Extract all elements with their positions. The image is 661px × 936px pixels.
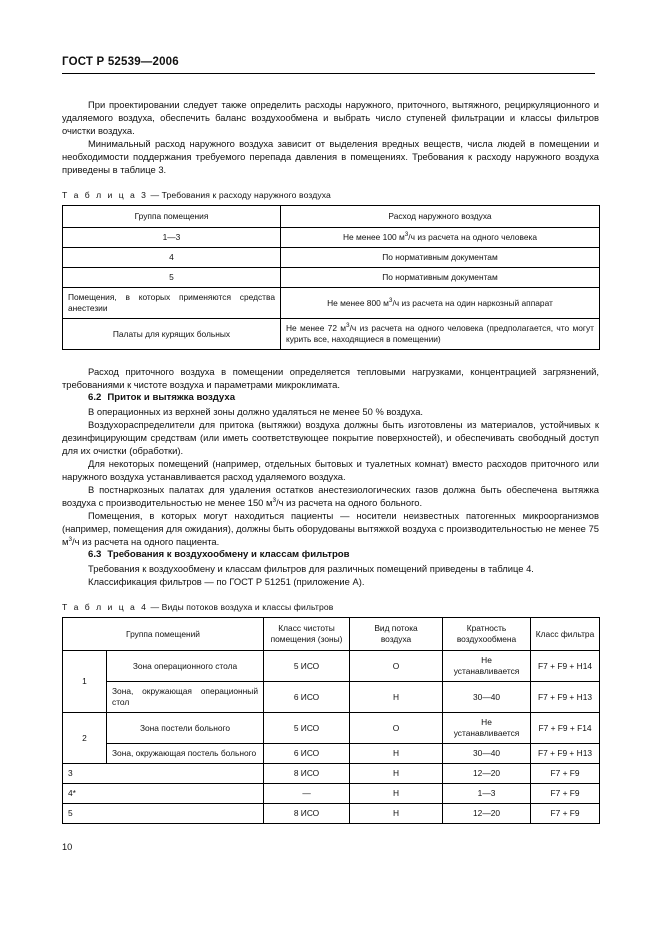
table-row (63, 228, 600, 248)
table3-cell-flow (281, 288, 600, 319)
section-6-2-title: Приток и вытяжка воздуха (107, 392, 236, 403)
paragraph-5: Воздухораспределители для притока (вытяжки) воздуха должны быть изготовлены из материалов, устойчивых к дезинфицирующим средствам (или иметь соответствующее покрытие поверхностей), и обеспечивать свободный доступ для их очистки (обработки). (62, 419, 599, 456)
flow-text-b: /ч из расчета на одного человека (предполагается, что могут курить все, находящиеся в помещении) (286, 323, 594, 344)
cleanliness-line-1: Класс чистоты (278, 623, 335, 633)
rate-line-2: устанавливается (453, 728, 520, 738)
flow-text-a: Не менее 72 м (286, 323, 347, 333)
table-row (63, 248, 600, 268)
section-6-3-number: 6.3 (88, 549, 102, 560)
table4-cell-zone: Зона, окружающая постель больного (107, 744, 264, 764)
section-heading-6-3 (62, 548, 599, 562)
rate-line-1: Кратность (466, 623, 507, 633)
table-3 (62, 205, 600, 350)
flow-exponent: 3 (388, 296, 393, 304)
section-6-3-title: Требования к воздухообмену и классам фильтров (107, 549, 350, 560)
table3-cell-group: Помещения, в которых применяются средства анестезии (63, 288, 281, 319)
table3-cell-group: 4 (63, 248, 281, 268)
table-row (63, 288, 600, 319)
table4-cell-cleanliness: 5 ИСО (264, 651, 350, 682)
table4-cell-cleanliness: — (264, 784, 350, 804)
table4-label: Т а б л и ц а 4 (62, 602, 148, 612)
flow-text-b: /ч из расчета на одного человека (408, 232, 538, 242)
section-heading-6-2 (62, 391, 599, 405)
table4-cell-filter: F7 + F9 + F14 (531, 713, 600, 744)
table4-cell-group-no: 1 (63, 651, 107, 713)
table4-cell-filter: F7 + F9 + H14 (531, 651, 600, 682)
flow-line-1: Вид потока (374, 623, 418, 633)
table-row (63, 319, 600, 350)
table4-cell-rate: 30—40 (443, 682, 531, 713)
table4-cell-flow-type: Н (350, 804, 443, 824)
table3-cell-group: Палаты для курящих больных (63, 319, 281, 350)
table4-cell-flow-type: Н (350, 764, 443, 784)
table-row (63, 784, 600, 804)
table4-cell-group-no: 2 (63, 713, 107, 764)
table3-cell-group: 5 (63, 268, 281, 288)
table4-col-cleanliness (264, 618, 350, 651)
table3-body (63, 228, 600, 350)
table3-caption-text: Требования к расходу наружного воздуха (161, 190, 331, 200)
table4-body (63, 651, 600, 824)
table4-cell-filter: F7 + F9 (531, 784, 600, 804)
paragraph-7-exponent: 3 (272, 496, 277, 504)
table4-cell-flow-type: О (350, 713, 443, 744)
table3-col-flow: Расход наружного воздуха (281, 206, 600, 228)
table3-caption (62, 190, 599, 200)
flow-text-a: По нормативным документам (382, 272, 498, 282)
page-content (62, 56, 599, 824)
table4-cell-flow-type: О (350, 651, 443, 682)
spacer (62, 350, 599, 365)
table-row (63, 682, 600, 713)
paragraph-3: Расход приточного воздуха в помещении определяется тепловыми нагрузками, концентрацией загрязнений, требованиями к чистоте воздуха и параметрами микроклимата. (62, 366, 599, 390)
rate-line-1: Не (481, 655, 492, 665)
paragraph-7-text-a: В постнаркозных палатах для удаления остатков анестезиологических газов должна быть обеспечена вытяжка воздуха с производительностью не менее 150 м (62, 484, 599, 508)
paragraph-8-exponent: 3 (68, 535, 73, 543)
table4-cell-rate: 12—20 (443, 804, 531, 824)
table4-cell-filter: F7 + F9 (531, 804, 600, 824)
table4-cell-cleanliness: 8 ИСО (264, 764, 350, 784)
table4-cell-zone: Зона операционного стола (107, 651, 264, 682)
rate-line-1: Не (481, 717, 492, 727)
paragraph-8-text-a: Помещения, в которых могут находиться пациенты — носители неизвестных патогенных микроорганизмов (например, помещения для ожидания), должны быть оборудованы вытяжкой воздуха с производительностью не менее 75 м (62, 510, 599, 547)
table-row (63, 268, 600, 288)
paragraph-6: Для некоторых помещений (например, отдельных бытовых и туалетных комнат) вместо расходов приточного или наружного воздуха устанавливается расход удаляемого воздуха. (62, 458, 599, 482)
table4-cell-flow-type: Н (350, 744, 443, 764)
table4-cell-rate (443, 713, 531, 744)
table4-cell-rate: 12—20 (443, 764, 531, 784)
paragraph-8-text-b: /ч из расчета на одного пациента. (72, 536, 220, 547)
flow-text-b: /ч из расчета на один наркозный аппарат (392, 297, 553, 308)
table4-cell-group-no: 5 (63, 804, 264, 824)
flow-line-2: воздуха (380, 634, 412, 644)
table3-header-row (63, 206, 600, 228)
table4-cell-flow-type: Н (350, 682, 443, 713)
table4-cell-flow-type: Н (350, 784, 443, 804)
table4-col-group: Группа помещений (63, 618, 264, 651)
paragraph-10: Классификация фильтров — по ГОСТ Р 51251 (приложение А). (88, 576, 365, 587)
table4-cell-cleanliness: 6 ИСО (264, 682, 350, 713)
table4-cell-zone: Зона постели больного (107, 713, 264, 744)
rate-line-2: воздухообмена (456, 634, 517, 644)
table3-cell-flow (281, 248, 600, 268)
table4-col-rate (443, 618, 531, 651)
table4-head (63, 618, 600, 651)
table3-cell-flow (281, 268, 600, 288)
paragraph-1: При проектировании следует также определить расходы наружного, приточного, вытяжного, рециркуляционного и удаляемого воздуха, обеспечить баланс воздухообмена и выбрать число ступеней фильтрации и классы фильтров очистки воздуха. (62, 99, 599, 136)
flow-exponent: 3 (346, 322, 350, 330)
table3-col-group: Группа помещения (63, 206, 281, 228)
page-number: 10 (62, 842, 73, 852)
paragraph-7-text-b: /ч из расчета на одного больного. (276, 497, 423, 508)
table4-col-flow-type (350, 618, 443, 651)
section-6-2-number: 6.2 (88, 392, 102, 403)
table3-cell-flow (281, 228, 600, 248)
paragraph-9: Требования к воздухообмену и классам фильтров для различных помещений приведены в таблице 4. (88, 563, 534, 574)
standard-number-header: ГОСТ Р 52539—2006 (62, 56, 595, 74)
table4-cell-group-no: 3 (63, 764, 264, 784)
table4-caption-text: Виды потоков воздуха и классы фильтров (161, 602, 334, 612)
flow-text-a: Не менее 100 м (342, 232, 405, 242)
flow-text-a: Не менее 800 м (327, 297, 389, 308)
paragraph-4: В операционных из верхней зоны должно удаляться не менее 50 % воздуха. (88, 406, 424, 417)
table-row (63, 713, 600, 744)
paragraph-7 (62, 483, 599, 509)
table4-cell-rate: 30—40 (443, 744, 531, 764)
cleanliness-line-2: помещения (зоны) (270, 634, 343, 644)
table-4 (62, 617, 600, 824)
table4-cell-rate: 1—3 (443, 784, 531, 804)
flow-exponent: 3 (404, 231, 409, 239)
table3-cell-flow (281, 319, 600, 350)
table4-caption-dash: — (150, 602, 160, 612)
table4-cell-cleanliness: 5 ИСО (264, 713, 350, 744)
table4-cell-rate (443, 651, 531, 682)
table4-col-filter: Класс фильтра (531, 618, 600, 651)
table-row (63, 651, 600, 682)
table3-caption-dash: — (150, 190, 160, 200)
table4-cell-filter: F7 + F9 + H13 (531, 744, 600, 764)
table-row (63, 764, 600, 784)
paragraph-2: Минимальный расход наружного воздуха зависит от выделения вредных веществ, числа людей в помещении и необходимости поддержания требуемого перепада давления в помещениях. Требования к расходу наружного воздуха приведены в таблице 3. (62, 138, 599, 175)
table-row (63, 744, 600, 764)
paragraph-8 (62, 509, 599, 548)
table3-label: Т а б л и ц а 3 (62, 190, 148, 200)
table4-caption (62, 602, 599, 612)
table-row (63, 804, 600, 824)
table4-cell-group-no: 4* (63, 784, 264, 804)
table4-cell-zone: Зона, окружающая операционный стол (107, 682, 264, 713)
table4-cell-cleanliness: 8 ИСО (264, 804, 350, 824)
table4-cell-cleanliness: 6 ИСО (264, 744, 350, 764)
table3-head (63, 206, 600, 228)
table4-cell-filter: F7 + F9 + H13 (531, 682, 600, 713)
table4-cell-filter: F7 + F9 (531, 764, 600, 784)
rate-line-2: устанавливается (453, 666, 520, 676)
table4-header-row (63, 618, 600, 651)
table3-cell-group: 1—3 (63, 228, 281, 248)
flow-text-a: По нормативным документам (382, 252, 498, 262)
